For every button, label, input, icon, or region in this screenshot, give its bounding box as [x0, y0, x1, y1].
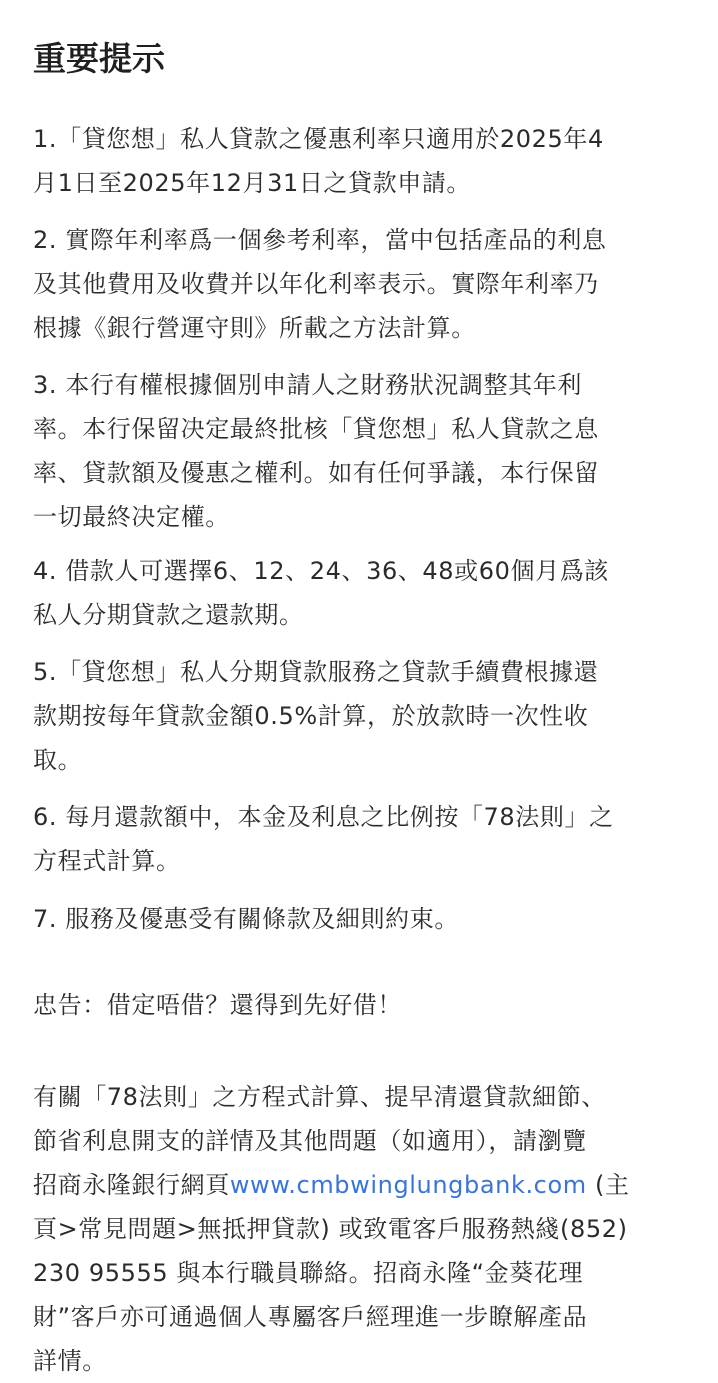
term-6-line-1: 6. 每月還款額中，本金及利息之比例按「78法則」之 [33, 803, 614, 831]
term-2 [33, 218, 689, 350]
info-paragraph [33, 1075, 689, 1383]
term-2-line-3: 根據《銀行營運守則》所載之方法計算。 [33, 314, 476, 342]
info-line-2: 節省利息開支的詳情及其他問題（如適用），請瀏覽 [33, 1127, 587, 1155]
warning-line: 忠告：借定唔借？還得到先好借！ [33, 991, 402, 1019]
term-3-line-2: 率。本行保留决定最終批核「貸您想」私人貸款之息 [33, 415, 599, 443]
info-line-4: 頁>常見問題>無抵押貸款) 或致電客戶服務熱綫(852) [33, 1215, 628, 1243]
info-line-3 [33, 1163, 689, 1207]
info-line-1: 有關「78法則」之方程式計算、提早清還貸款細節、 [33, 1083, 606, 1111]
term-1 [33, 117, 689, 205]
term-7-line-1: 7. 服務及優惠受有關條款及細則約束。 [33, 905, 459, 933]
term-1-line-1: 1.「貸您想」私人貸款之優惠利率只適用於2025年4 [33, 125, 604, 153]
info-line-7: 詳情。 [33, 1347, 107, 1375]
term-3-line-3: 率、貸款額及優惠之權利。如有任何爭議，本行保留 [33, 459, 599, 487]
info-line-3-suffix: (主 [586, 1171, 630, 1199]
website-link[interactable]: www.cmbwinglungbank.com [229, 1171, 587, 1199]
term-5-line-3: 取。 [33, 746, 83, 774]
warning-text [33, 983, 689, 1027]
info-line-3-prefix: 招商永隆銀行網頁 [33, 1171, 230, 1199]
term-4-line-2: 私人分期貸款之還款期。 [33, 601, 304, 629]
info-line-5: 230 95555 與本行職員聯絡。招商永隆“金葵花理 [33, 1259, 584, 1287]
term-5 [33, 650, 689, 782]
info-line-6: 財”客戶亦可通過個人專屬客戶經理進一步瞭解產品 [33, 1303, 588, 1331]
term-1-line-2: 月1日至2025年12月31日之貸款申請。 [33, 169, 472, 197]
page-title: 重要提示 [33, 39, 165, 78]
term-2-line-2: 及其他費用及收費并以年化利率表示。實際年利率乃 [33, 270, 599, 298]
term-5-line-1: 5.「貸您想」私人分期貸款服務之貸款手續費根據還 [33, 658, 599, 686]
term-4 [33, 549, 689, 637]
term-3 [33, 363, 689, 539]
term-6-line-2: 方程式計算。 [33, 847, 181, 875]
term-5-line-2: 款期按每年貸款金額0.5%計算，於放款時一次性收 [33, 702, 589, 730]
term-7 [33, 897, 689, 941]
term-4-line-1: 4. 借款人可選擇6、12、24、36、48或60個月爲該 [33, 557, 609, 585]
term-3-line-1: 3. 本行有權根據個別申請人之財務狀況調整其年利 [33, 371, 582, 399]
term-3-line-4: 一切最終决定權。 [33, 503, 230, 531]
term-6 [33, 795, 689, 883]
term-2-line-1: 2. 實際年利率爲一個參考利率，當中包括產品的利息 [33, 226, 607, 254]
